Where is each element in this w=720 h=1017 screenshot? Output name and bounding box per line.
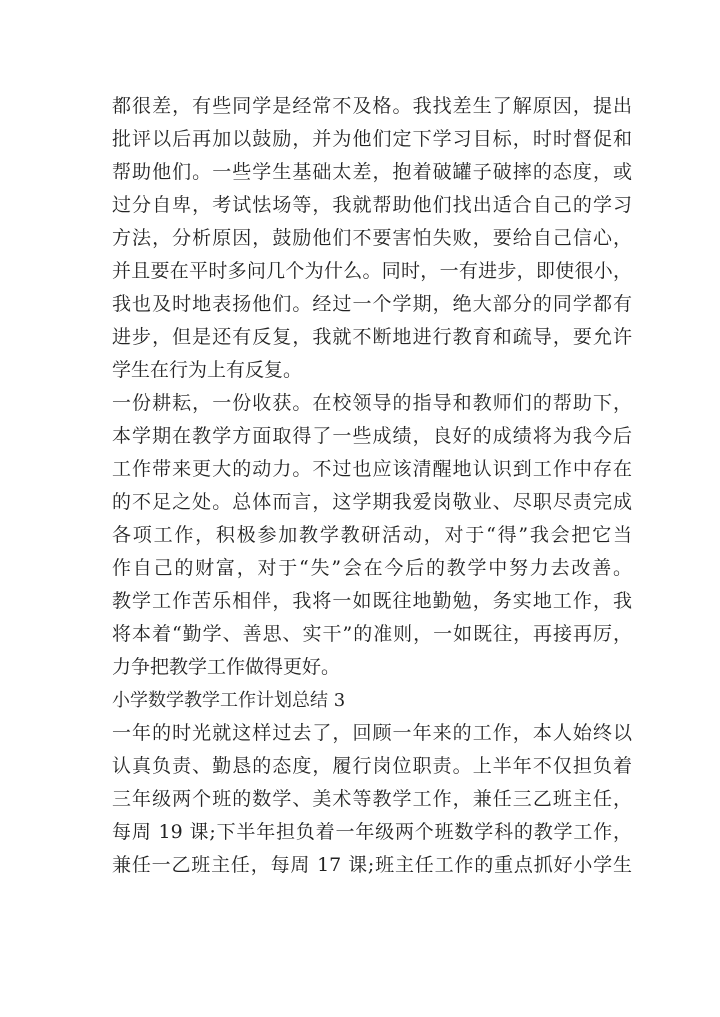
text-line: 一份耕耘，一份收获。在校领导的指导和教师们的帮助下， [112,392,632,414]
text-line: 教学工作苦乐相伴，我将一如既往地勤勉，务实地工作，我 [112,590,632,612]
text-line: 将本着“勤学、善思、实干”的准则，一如既往，再接再厉， [112,623,632,645]
text-line: 进步，但是还有反复，我就不断地进行教育和疏导，要允许 [112,326,632,348]
text-line: 三年级两个班的数学、美术等教学工作，兼任三乙班主任， [112,788,632,810]
text-line: 过分自卑，考试怯场等，我就帮助他们找出适合自己的学习 [112,194,632,216]
text-line: 方法，分析原因，鼓励他们不要害怕失败，要给自己信心， [112,227,632,249]
text-line: 我也及时地表扬他们。经过一个学期，绝大部分的同学都有 [112,293,632,315]
text-line: 帮助他们。一些学生基础太差，抱着破罐子破摔的态度，或 [112,161,632,183]
text-line: 的不足之处。总体而言，这学期我爱岗敬业、尽职尽责完成 [112,491,632,513]
text-line: 力争把教学工作做得更好。 [112,656,341,678]
text-line: 兼任一乙班主任，每周 17 课;班主任工作的重点抓好小学生 [112,854,632,876]
text-line: 批评以后再加以鼓励，并为他们定下学习目标，时时督促和 [112,128,632,150]
text-line: 学生在行为上有反复。 [112,359,303,381]
text-line: 本学期在教学方面取得了一些成绩，良好的成绩将为我今后 [112,425,632,447]
section-heading: 小学数学教学工作计划总结 3 [112,690,346,711]
text-line: 认真负责、勤恳的态度，履行岗位职责。上半年不仅担负着 [112,755,632,777]
text-line: 一年的时光就这样过去了，回顾一年来的工作，本人始终以 [112,722,632,744]
text-line: 工作带来更大的动力。不过也应该清醒地认识到工作中存在 [112,458,632,480]
text-line: 作自己的财富，对于“失”会在今后的教学中努力去改善。 [112,557,632,579]
text-line: 每周 19 课;下半年担负着一年级两个班数学科的教学工作， [112,821,632,843]
text-line: 都很差，有些同学是经常不及格。我找差生了解原因，提出 [112,95,632,117]
text-line: 并且要在平时多问几个为什么。同时，一有进步，即使很小， [112,260,632,282]
text-line: 各项工作，积极参加教学教研活动，对于“得”我会把它当 [112,524,632,546]
document-body [112,90,632,882]
